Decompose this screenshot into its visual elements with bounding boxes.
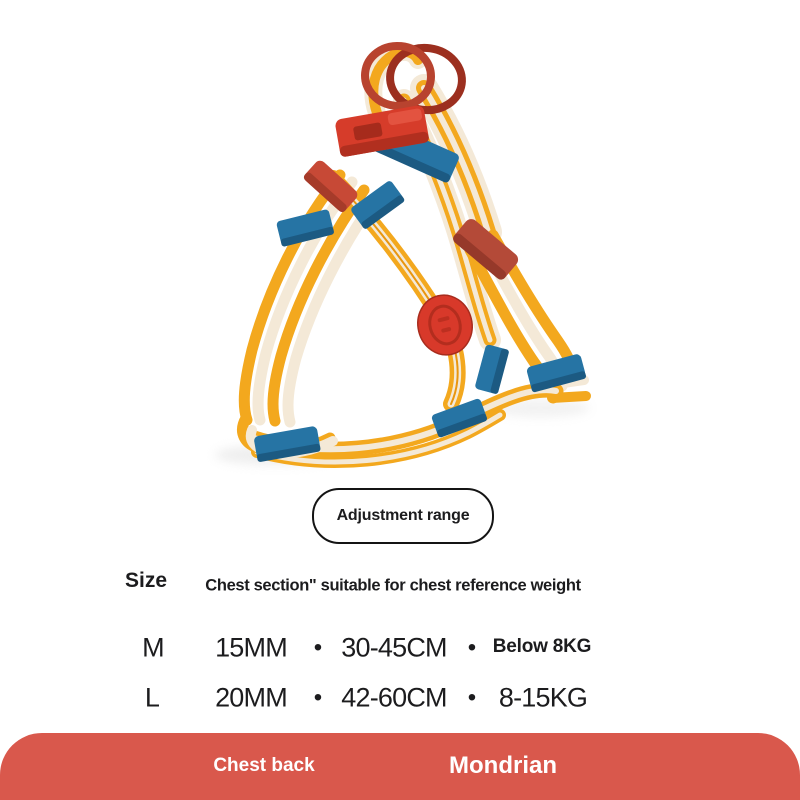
footer-bar — [0, 733, 800, 800]
size-value: L — [144, 682, 160, 713]
chest-range-value: 30-45CM — [341, 632, 447, 663]
size-value: M — [142, 632, 164, 663]
size-column-header: Size — [124, 569, 168, 592]
blue-slider-right-mid — [474, 344, 509, 395]
strap-width-value: 15MM — [215, 632, 287, 663]
adjustment-range-label: Adjustment range — [336, 507, 470, 524]
bullet-separator: • — [467, 634, 477, 661]
bullet-separator: • — [467, 684, 477, 711]
adjustment-range-badge — [312, 488, 494, 544]
footer-collection-label: Mondrian — [449, 752, 557, 779]
table-description-header: Chest section" suitable for chest reference weight — [205, 576, 581, 595]
bullet-separator: • — [313, 684, 323, 711]
footer-style-label: Chest back — [213, 755, 315, 776]
weight-value: Below 8KG — [492, 636, 592, 657]
strap-width-value: 20MM — [215, 682, 287, 713]
chest-range-value: 42-60CM — [341, 682, 447, 713]
weight-value: 8-15KG — [498, 682, 588, 713]
bullet-separator: • — [313, 634, 323, 661]
